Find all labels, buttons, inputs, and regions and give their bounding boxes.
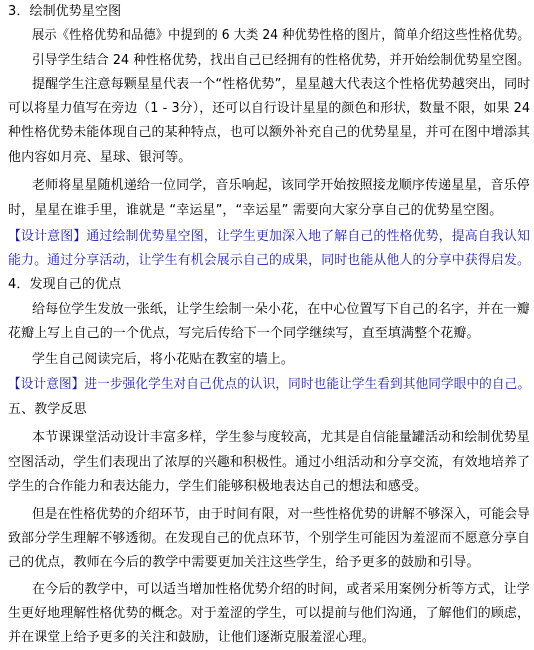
paragraph-line: 给每位学生发放一张纸，让学生绘制一朵小花，在中心位置写下自己的名字，并在一瓣: [32, 302, 530, 317]
paragraph-line: 空图活动，学生们表现出了浓厚的兴趣和积极性。通过小组活动和分享交流，有效地培养了: [8, 455, 531, 470]
paragraph-line: 学生自己阅读完后，将小花贴在教室的墙上。: [32, 352, 295, 367]
paragraph-line: 但是在性格优势的介绍环节，由于时间有限，对一些性格优势的讲解不够深入，可能会导: [32, 507, 530, 522]
paragraph-line: 种性格优势未能体现自己的某种特点，也可以额外补充自己的优势星星，并可在图中增添其: [8, 125, 531, 140]
paragraph-line: 提醒学生注意每颗星星代表一个“性格优势”，星星越大代表这个性格优势越突出，同时: [32, 77, 531, 92]
paragraph-line: 己的优点，教师在今后的教学中需要更加关注这些学生，给予更多的鼓励和引导。: [8, 555, 480, 570]
paragraph-line: 展示《性格优势和品德》中提到的 6 大类 24 种优势性格的图片，简单介绍这些性格优势。: [32, 28, 530, 43]
paragraph-line: 时，星星在谁手里，谁就是 “幸运星”，“幸运星” 需要向大家分享自己的优势星空图。: [8, 203, 503, 218]
paragraph-line: 在今后的教学中，可以适当增加性格优势介绍的时间，或者采用案例分析等方式，让学: [32, 582, 530, 597]
paragraph-line: 学生的合作能力和表达能力，学生们能够积极地表达自己的想法和感受。: [8, 479, 428, 494]
paragraph-line: 本节课课堂活动设计丰富多样，学生参与度较高，尤其是自信能量罐活动和绘制优势星: [32, 430, 530, 445]
design-intent-line: 【设计意图】通过绘制优势星空图，让学生更加深入地了解自己的性格优势，提高自我认知: [8, 229, 531, 244]
design-intent-line: 【设计意图】进一步强化学生对自己优点的认识，同时也能让学生看到其他同学眼中的自己。: [8, 377, 531, 392]
paragraph-line: 老师将星星随机递给一位同学，音乐响起，该同学开始按照接龙顺序传递星星，音乐停: [32, 178, 530, 193]
paragraph-line: 并在课堂上给予更多的关注和鼓励，让他们逐渐克服羞涩心理。: [8, 630, 375, 645]
paragraph-line: 可以将星力值写在旁边（1 - 3分），还可以自行设计星星的颜色和形状，数量不限，如果 24: [8, 101, 531, 116]
paragraph-line: 生更好地理解性格优势的概念。对于羞涩的学生，可以提前与他们沟通，了解他们的顾虑，: [8, 606, 531, 621]
paragraph-line: 引导学生结合 24 种性格优势，找出自己已经拥有的性格优势，并开始绘制优势星空图。: [32, 53, 530, 68]
section-heading-5: 五、教学反思: [8, 402, 87, 417]
paragraph-line: 他内容如月亮、星球、银河等。: [8, 150, 192, 165]
section-heading-3: 3．绘制优势星空图: [8, 4, 122, 19]
section-heading-4: 4．发现自己的优点: [8, 277, 122, 292]
design-intent-line: 能力。通过分享活动，让学生有机会展示自己的成果，同时也能从他人的分享中获得启发。: [8, 253, 531, 268]
paragraph-line: 致部分学生理解不够透彻。在发现自己的优点环节，个别学生可能因为羞涩而不愿意分享自: [8, 531, 531, 546]
paragraph-line: 花瓣上写上自己的一个优点，写完后传给下一个同学继续写，直至填满整个花瓣。: [8, 326, 480, 341]
